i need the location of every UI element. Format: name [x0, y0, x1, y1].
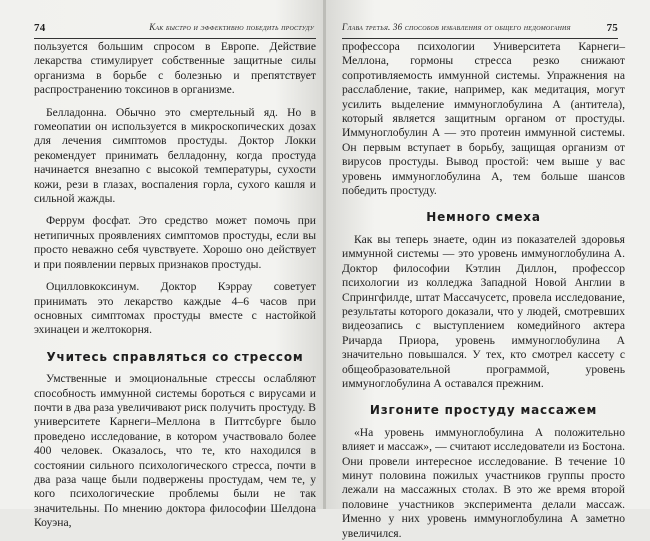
paragraph: «На уровень иммуноглобулина А положительно влияет и массаж», — считают исследователи из Бостона. Они провели интересное исследование. В течение 10 минут половина пожилых участников группы просто лежали на массажных столах. В это же время второй половине участников эксперимента делали массаж. Именно у них уровень иммуноглобулина А заметно увеличился. [342, 425, 625, 540]
paragraph: профессора психологии Университета Карнеги–Меллона, гормоны стресса резко снижают сопротивляемость иммунной системы. Упражнения на расслабление, такие, например, как медитация, могут усилить выделение иммуноглобулина А (антитела), который является защитным органом от простуды. Иммуноглобулин А — это протеин иммунной системы. Он первым вступает в борьбу, защищая организм от вирусов простуды. Вывод простой: чем выше у вас уровень иммуноглобулина А, тем больше шансов победить простуду. [342, 40, 625, 198]
left-page [0, 0, 324, 530]
paragraph: Умственные и эмоциональные стрессы ослабляют способность иммунной системы бороться с вирусами и почти в два раза увеличивают риск получить простуду. В университете Карнеги–Меллона в Питтсбурге было проведено исследование, в котором участвовало более 400 человек. Оказалось, что те, кто находился в состоянии сильного психологического стресса, почти в два раза чаще были подвержены простудам, чем те, у кого психологические проблемы были не так значительны. По мнению доктора философии Шелдона Коуэна, [34, 372, 316, 530]
right-running-header [342, 22, 618, 39]
paragraph-ferrum: Феррум фосфат. Это средство может помочь при нетипичных проявлениях симптомов простуды, если вы просто неважно себя чувствуете. Хорошо оно действует и при появлении первых признаков простуды. [34, 214, 316, 271]
left-page-body [34, 40, 316, 531]
right-page [326, 0, 650, 540]
right-page-body [342, 40, 625, 541]
section-heading-massage: Изгоните простуду массажем [369, 403, 598, 418]
right-running-head-title: Глава третья. 36 способов избавления от общего недомогания [342, 22, 571, 32]
left-page-number: 74 [34, 22, 46, 34]
paragraph-belladonna: Белладонна. Обычно это смертельный яд. Но в гомеопатии он используется в микроскопических дозах для лечения симптомов простуды. Доктор Локки рекомендует принимать белладонну, когда простуда начинается внезапно с высокой температуры, сухости кожи, рези в глазах, воспаления горла, сухого кашля и сильной жажды. [34, 105, 316, 206]
right-page-number: 75 [606, 22, 618, 34]
left-running-head-title: Как быстро и эффективно победить простуду [149, 22, 314, 32]
paragraph-oscillococcinum: Оцилловкоксинум. Доктор Кэррау советует принимать это лекарство каждые 4–6 часов при основных симптомах простуды вместе с настойкой эхинацеи и желтокорня. [34, 280, 316, 337]
left-running-header [34, 22, 316, 39]
paragraph: пользуется большим спросом в Европе. Действие лекарства стимулирует собственные защитные силы организма в борьбе с болезнью и препятствует распространению токсинов в организме. [34, 40, 316, 97]
section-heading-laughter: Немного смеха [426, 210, 541, 225]
section-heading-stress: Учитесь справляться со стрессом [46, 349, 304, 364]
paragraph: Как вы теперь знаете, один из показателей здоровья иммунной системы — это уровень иммуноглобулина А. Доктор философии Кэтлин Диллон, профессор психологии из колледжа Западной Новой Англии в Спрингфилде, штат Массачусетс, провела исследование, результаты которого доказали, что у людей, смотревших видеозапись с выступлением комедийного актера Ричарда Приора, уровень иммуноглобулина А значительно повышался. У тех, кто смотрел кассету с общеобразовательной программой, уровень иммуноглобулина А оставался прежним. [342, 232, 625, 390]
